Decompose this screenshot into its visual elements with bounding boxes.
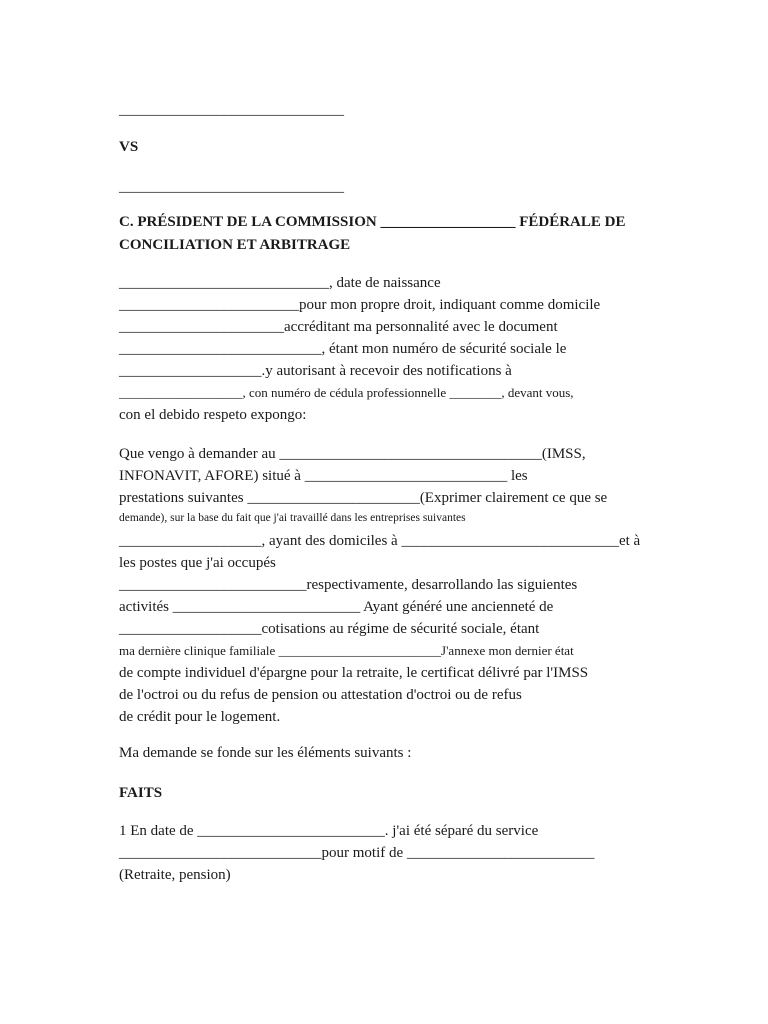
demand-line: ma dernière clinique familiale _________________________J'annexe mon dernier état bbox=[119, 643, 574, 658]
demand-line: de compte individuel d'épargne pour la retraite, le certificat délivré par l'IMSS bbox=[119, 665, 589, 681]
intro-line: ____________________________, date de naissance bbox=[119, 275, 441, 291]
facts-line: (Retraite, pension) bbox=[119, 867, 231, 883]
demand-line: ___________________, ayant des domiciles à _____________________________et à bbox=[119, 533, 641, 549]
addressee-line-1: C. PRÉSIDENT DE LA COMMISSION __________________ FÉDÉRALE DE bbox=[119, 214, 626, 230]
demand-line: Que vengo à demander au ___________________________________(IMSS, bbox=[119, 446, 586, 462]
demand-line: _________________________respectivamente, desarrollando las siguientes bbox=[119, 577, 578, 593]
facts-line: ___________________________pour motif de _________________________ bbox=[119, 845, 595, 861]
demand-line: INFONAVIT, AFORE) situé à ___________________________ les bbox=[119, 468, 528, 484]
party-2-blank: ______________________________ bbox=[119, 179, 344, 195]
intro-line: ___________________, con numéro de cédula professionnelle ________, devant vous, bbox=[119, 385, 574, 400]
addressee-line-2: CONCILIATION ET ARBITRAGE bbox=[119, 237, 351, 253]
intro-line: ________________________pour mon propre droit, indiquant comme domicile bbox=[119, 297, 601, 313]
party-1-blank: ______________________________ bbox=[119, 102, 344, 118]
demand-line: prestations suivantes _______________________(Exprimer clairement ce que se bbox=[119, 490, 608, 506]
demand-line: demande), sur la base du fait que j'ai travaillé dans les entreprises suivantes bbox=[119, 512, 466, 524]
demand-line: de crédit pour le logement. bbox=[119, 709, 281, 725]
facts-line: 1 En date de _________________________. j'ai été séparé du service bbox=[119, 823, 539, 839]
intro-line: ___________________________, étant mon numéro de sécurité sociale le bbox=[119, 341, 567, 357]
intro-line: ___________________.y autorisant à recevoir des notifications à bbox=[119, 363, 512, 379]
facts-heading: FAITS bbox=[119, 785, 163, 801]
demand-line: les postes que j'ai occupés bbox=[119, 555, 276, 571]
intro-line: ______________________accréditant ma personnalité avec le document bbox=[119, 319, 558, 335]
demand-line: activités _________________________ Ayant généré une ancienneté de bbox=[119, 599, 554, 615]
intro-line: con el debido respeto expongo: bbox=[119, 407, 307, 423]
basis-line: Ma demande se fonde sur les éléments suivants : bbox=[119, 745, 412, 761]
demand-line: de l'octroi ou du refus de pension ou attestation d'octroi ou de refus bbox=[119, 687, 522, 703]
vs-label: VS bbox=[119, 139, 139, 155]
demand-line: ___________________cotisations au régime de sécurité sociale, étant bbox=[119, 621, 540, 637]
